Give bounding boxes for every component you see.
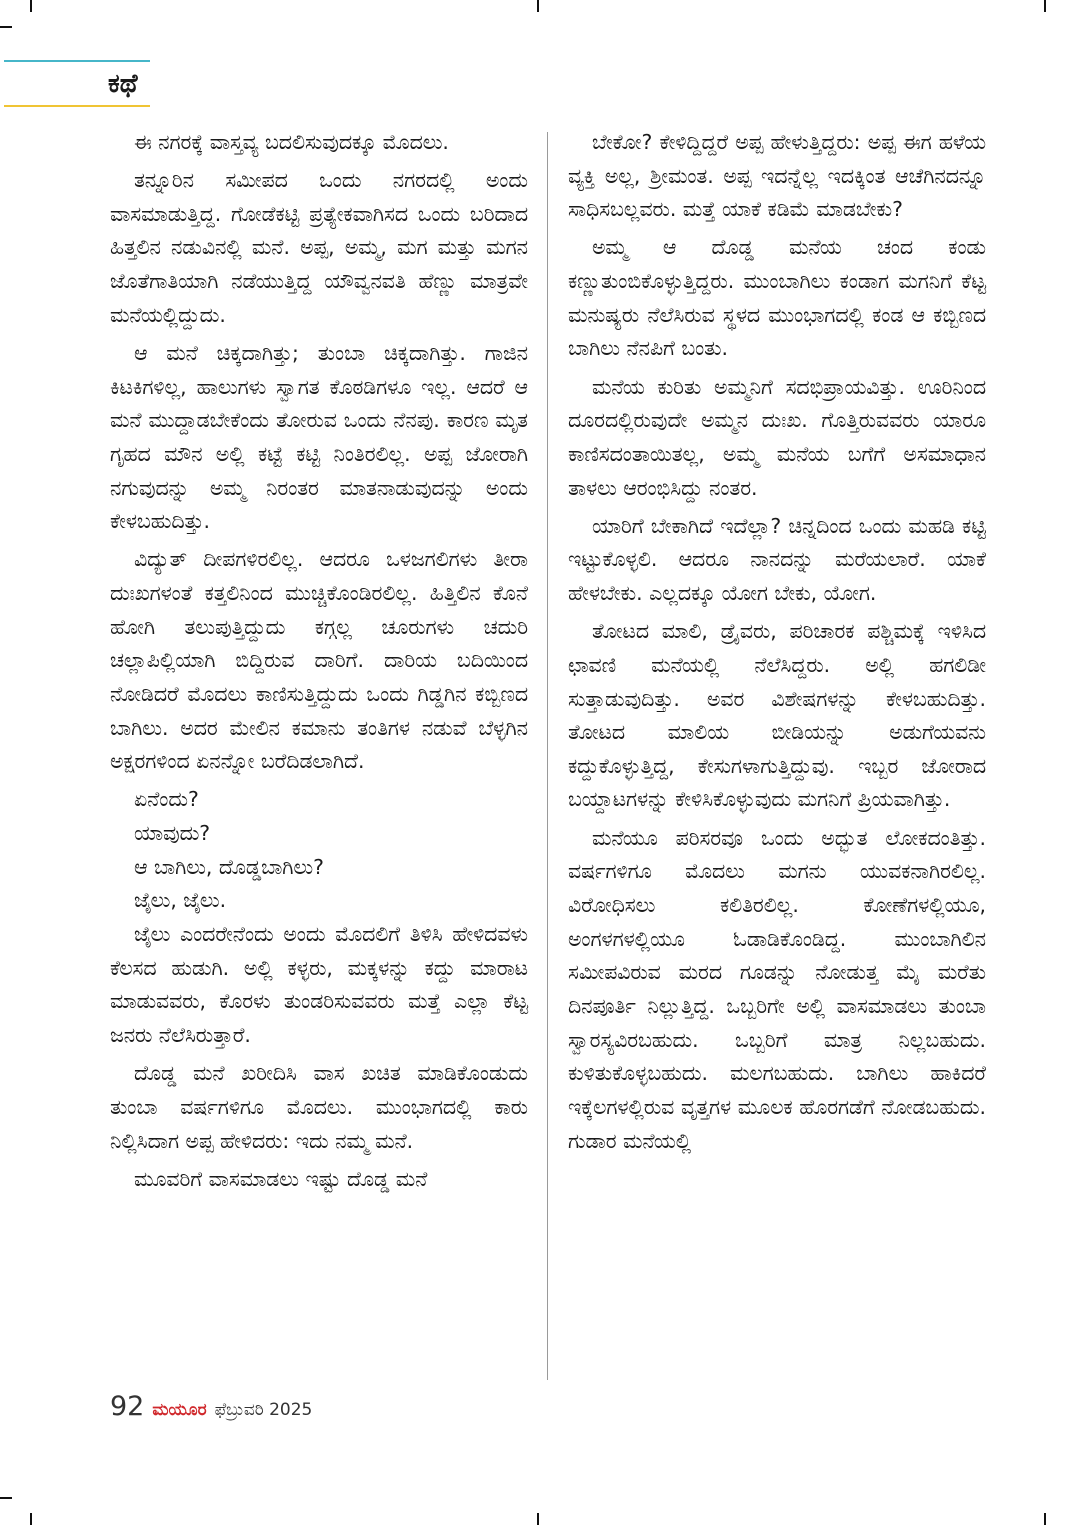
issue-date: ಫೆಬ್ರುವರಿ 2025 <box>214 1400 313 1420</box>
crop-mark <box>537 1513 539 1525</box>
paragraph: ಆ ಬಾಗಿಲು, ದೊಡ್ಡಬಾಗಿಲು? <box>134 854 324 879</box>
page-number: 92 <box>110 1391 145 1422</box>
paragraph: ಜೈಲು, ಜೈಲು. <box>134 888 227 913</box>
crop-mark <box>30 1513 32 1525</box>
header-rule-top <box>4 60 150 62</box>
crop-mark <box>537 0 539 12</box>
column-divider <box>547 132 548 1380</box>
article-column-left <box>110 126 528 1201</box>
paragraph: ಮನೆಯೂ ಪರಿಸರವೂ ಒಂದು ಅದ್ಭುತ ಲೋಕದಂತಿತ್ತು. ವರ್ಷಗಳಿಗೂ ಮೊದಲು ಮಗನು ಯುವಕನಾಗಿರಲಿಲ್ಲ. ವಿರೋಧಿಸಲು ಕಲಿತಿರಲಿಲ್ಲ. ಕೋಣೆಗಳಲ್ಲಿಯೂ, ಅಂಗಳಗಳಲ್ಲಿಯೂ ಓಡಾಡಿಕೊಂಡಿದ್ದ. ಮುಂಬಾಗಿಲಿನ ಸಮೀಪವಿರುವ ಮರದ ಗೂಡನ್ನು ನೋಡುತ್ತ ಮೈ ಮರೆತು ದಿನಪೂರ್ತಿ ನಿಲ್ಲುತ್ತಿದ್ದ. ಒಬ್ಬರಿಗೇ ಅಲ್ಲಿ ವಾಸಮಾಡಲು ತುಂಬಾ ಸ್ವಾರಸ್ಯವಿರಬಹುದು. ಒಬ್ಬರಿಗೆ ಮಾತ್ರ ನಿಲ್ಲಬಹುದು. ಕುಳಿತುಕೊಳ್ಳಬಹುದು. ಮಲಗಬಹುದು. ಬಾಗಿಲು ಹಾಕಿದರೆ ಇಕ್ಕೆಲಗಳಲ್ಲಿರುವ ವೃತ್ತಗಳ ಮೂಲಕ ಹೊರಗಡೆಗೆ ನೋಡಬಹುದು. ಗುಡಾರ ಮನೆಯಲ್ಲಿ <box>568 825 986 1153</box>
paragraph: ತೋಟದ ಮಾಲಿ, ಡ್ರೈವರು, ಪರಿಚಾರಕ ಪಶ್ಚಿಮಕ್ಕೆ ಇಳಿಸಿದ ಛಾವಣಿ ಮನೆಯಲ್ಲಿ ನೆಲೆಸಿದ್ದರು. ಅಲ್ಲಿ ಹಗಲಿಡೀ ಸುತ್ತಾಡುವುದಿತ್ತು. ಅವರ ವಿಶೇಷಗಳನ್ನು ಕೇಳಬಹುದಿತ್ತು. ತೋಟದ ಮಾಲಿಯ ಬೀಡಿಯನ್ನು ಅಡುಗೆಯವನು ಕದ್ದುಕೊಳ್ಳುತ್ತಿದ್ದ, ಕೇಸುಗಳಾಗುತ್ತಿದ್ದುವು. ಇಬ್ಬರ ಜೋರಾದ ಬಯ್ದಾಟಗಳನ್ನು ಕೇಳಿಸಿಕೊಳ್ಳುವುದು ಮಗನಿಗೆ ಪ್ರಿಯವಾಗಿತ್ತು. <box>568 619 986 812</box>
page-footer <box>110 1391 312 1431</box>
paragraph: ಈ ನಗರಕ್ಕೆ ವಾಸ್ತವ್ಯ ಬದಲಿಸುವುದಕ್ಕೂ ಮೊದಲು. <box>134 130 449 154</box>
paragraph: ಮನೆಯ ಕುರಿತು ಅಮ್ಮನಿಗೆ ಸದಭಿಪ್ರಾಯವಿತ್ತು. ಊರಿನಿಂದ ದೂರದಲ್ಲಿರುವುದೇ ಅಮ್ಮನ ದುಃಖ. ಗೊತ್ತಿರುವವರು ಯಾರೂ ಕಾಣಿಸದಂತಾಯಿತಲ್ಲ, ಅಮ್ಮ ಮನೆಯ ಬಗೆಗೆ ಅಸಮಾಧಾನ ತಾಳಲು ಆರಂಭಿಸಿದ್ದು ನಂತರ. <box>568 374 986 500</box>
crop-mark <box>1044 0 1046 12</box>
magazine-logo: ಮಯೂರ <box>152 1400 207 1420</box>
article-column-right <box>568 126 986 1163</box>
paragraph: ಯಾರಿಗೆ ಬೇಕಾಗಿದೆ ಇದೆಲ್ಲಾ? ಚಿನ್ನದಿಂದ ಒಂದು ಮಹಡಿ ಕಟ್ಟಿ ಇಟ್ಟುಕೊಳ್ಳಲಿ. ಆದರೂ ನಾನದನ್ನು ಮರೆಯಲಾರೆ. ಯಾಕೆ ಹೇಳಬೇಕು. ಎಲ್ಲದಕ್ಕೂ ಯೋಗ ಬೇಕು, ಯೋಗ. <box>568 513 986 606</box>
header-rule-bottom <box>4 105 150 107</box>
paragraph: ವಿದ್ಯುತ್ ದೀಪಗಳಿರಲಿಲ್ಲ. ಆದರೂ ಒಳಜಗಲಿಗಳು ತೀರಾ ದುಃಖಗಳಂತೆ ಕತ್ತಲಿನಿಂದ ಮುಚ್ಚಿಕೊಂಡಿರಲಿಲ್ಲ. ಹಿತ್ತಿಲಿನ ಕೊನೆ ಹೋಗಿ ತಲುಪುತ್ತಿದ್ದುದು ಕಗ್ಗಲ್ಲ ಚೂರುಗಳು ಚದುರಿ ಚಲ್ಲಾಪಿಲ್ಲಿಯಾಗಿ ಬಿದ್ದಿರುವ ದಾರಿಗೆ. ದಾರಿಯ ಬದಿಯಿಂದ ನೋಡಿದರೆ ಮೊದಲು ಕಾಣಿಸುತ್ತಿದ್ದುದು ಒಂದು ಗಿಡ್ಡಗಿನ ಕಬ್ಬಿಣದ ಬಾಗಿಲು. ಅದರ ಮೇಲಿನ ಕಮಾನು ತಂತಿಗಳ ನಡುವೆ ಬೆಳ್ಳಗಿನ ಅಕ್ಷರಗಳಿಂದ ಏನನ್ನೋ ಬರೆದಿಡಲಾಗಿದೆ. <box>110 547 528 774</box>
paragraph: ಅಮ್ಮ ಆ ದೊಡ್ಡ ಮನೆಯ ಚಂದ ಕಂಡು ಕಣ್ಣುತುಂಬಿಕೊಳ್ಳುತ್ತಿದ್ದರು. ಮುಂಬಾಗಿಲು ಕಂಡಾಗ ಮಗನಿಗೆ ಕೆಟ್ಟ ಮನುಷ್ಯರು ನೆಲೆಸಿರುವ ಸ್ಥಳದ ಮುಂಭಾಗದಲ್ಲಿ ಕಂಡ ಆ ಕಬ್ಬಿಣದ ಬಾಗಿಲು ನೆನಪಿಗೆ ಬಂತು. <box>568 235 986 361</box>
paragraph: ಮೂವರಿಗೆ ವಾಸಮಾಡಲು ಇಷ್ಟು ದೊಡ್ಡ ಮನೆ <box>134 1166 428 1191</box>
crop-mark <box>0 1497 12 1499</box>
paragraph: ಏನೆಂದು? <box>134 787 199 812</box>
section-label: ಕಥೆ <box>108 69 138 99</box>
paragraph: ಬೇಕೋ? ಕೇಳಿದ್ದಿದ್ದರೆ ಅಪ್ಪ ಹೇಳುತ್ತಿದ್ದರು: ಅಪ್ಪ ಈಗ ಹಳೆಯ ವ್ಯಕ್ತಿ ಅಲ್ಲ, ಶ್ರೀಮಂತ. ಅಪ್ಪ ಇದನ್ನೆಲ್ಲ ಇದಕ್ಕಿಂತ ಆಚೆಗಿನದನ್ನೂ ಸಾಧಿಸಬಲ್ಲವರು. ಮತ್ತೆ ಯಾಕೆ ಕಡಿಮೆ ಮಾಡಬೇಕು? <box>568 130 986 222</box>
paragraph: ಆ ಮನೆ ಚಿಕ್ಕದಾಗಿತ್ತು; ತುಂಬಾ ಚಿಕ್ಕದಾಗಿತ್ತು. ಗಾಜಿನ ಕಿಟಕಿಗಳಿಲ್ಲ, ಹಾಲುಗಳು ಸ್ವಾಗತ ಕೊಠಡಿಗಳೂ ಇಲ್ಲ. ಆದರೆ ಆ ಮನೆ ಮುದ್ದಾಡಬೇಕೆಂದು ತೋರುವ ಒಂದು ನೆನಪು. ಕಾರಣ ಮೃತ ಗೃಹದ ಮೌನ ಅಲ್ಲಿ ಕಟ್ಟೆ ಕಟ್ಟಿ ನಿಂತಿರಲಿಲ್ಲ. ಅಪ್ಪ ಜೋರಾಗಿ ನಗುವುದನ್ನು ಅಮ್ಮ ನಿರಂತರ ಮಾತನಾಡುವುದನ್ನು ಅಂದು ಕೇಳಬಹುದಿತ್ತು. <box>110 340 528 534</box>
crop-mark <box>30 0 32 12</box>
paragraph: ಜೈಲು ಎಂದರೇನೆಂದು ಅಂದು ಮೊದಲಿಗೆ ತಿಳಿಸಿ ಹೇಳಿದವಳು ಕೆಲಸದ ಹುಡುಗಿ. ಅಲ್ಲಿ ಕಳ್ಳರು, ಮಕ್ಕಳನ್ನು ಕದ್ದು ಮಾರಾಟ ಮಾಡುವವರು, ಕೊರಳು ತುಂಡರಿಸುವವರು ಮತ್ತೆ ಎಲ್ಲಾ ಕೆಟ್ಟ ಜನರು ನೆಲೆಸಿರುತ್ತಾರೆ. <box>110 922 528 1048</box>
paragraph: ತನ್ನೂರಿನ ಸಮೀಪದ ಒಂದು ನಗರದಲ್ಲಿ ಅಂದು ವಾಸಮಾಡುತ್ತಿದ್ದ. ಗೋಡೆಕಟ್ಟಿ ಪ್ರತ್ಯೇಕವಾಗಿಸದ ಒಂದು ಬರಿದಾದ ಹಿತ್ತಲಿನ ನಡುವಿನಲ್ಲಿ ಮನೆ. ಅಪ್ಪ, ಅಮ್ಮ, ಮಗ ಮತ್ತು ಮಗನ ಜೊತೆಗಾತಿಯಾಗಿ ನಡೆಯುತ್ತಿದ್ದ ಯೌವ್ವನವತಿ ಹೆಣ್ಣು ಮಾತ್ರವೇ ಮನೆಯಲ್ಲಿದ್ದುದು. <box>110 168 528 327</box>
paragraph: ಯಾವುದು? <box>134 821 211 846</box>
paragraph: ದೊಡ್ಡ ಮನೆ ಖರೀದಿಸಿ ವಾಸ ಖಚಿತ ಮಾಡಿಕೊಂಡುದು ತುಂಬಾ ವರ್ಷಗಳಿಗೂ ಮೊದಲು. ಮುಂಭಾಗದಲ್ಲಿ ಕಾರು ನಿಲ್ಲಿಸಿದಾಗ ಅಪ್ಪ ಹೇಳಿದರು: ಇದು ನಮ್ಮ ಮನೆ. <box>110 1061 528 1153</box>
crop-mark <box>1044 1513 1046 1525</box>
crop-mark <box>0 26 12 28</box>
